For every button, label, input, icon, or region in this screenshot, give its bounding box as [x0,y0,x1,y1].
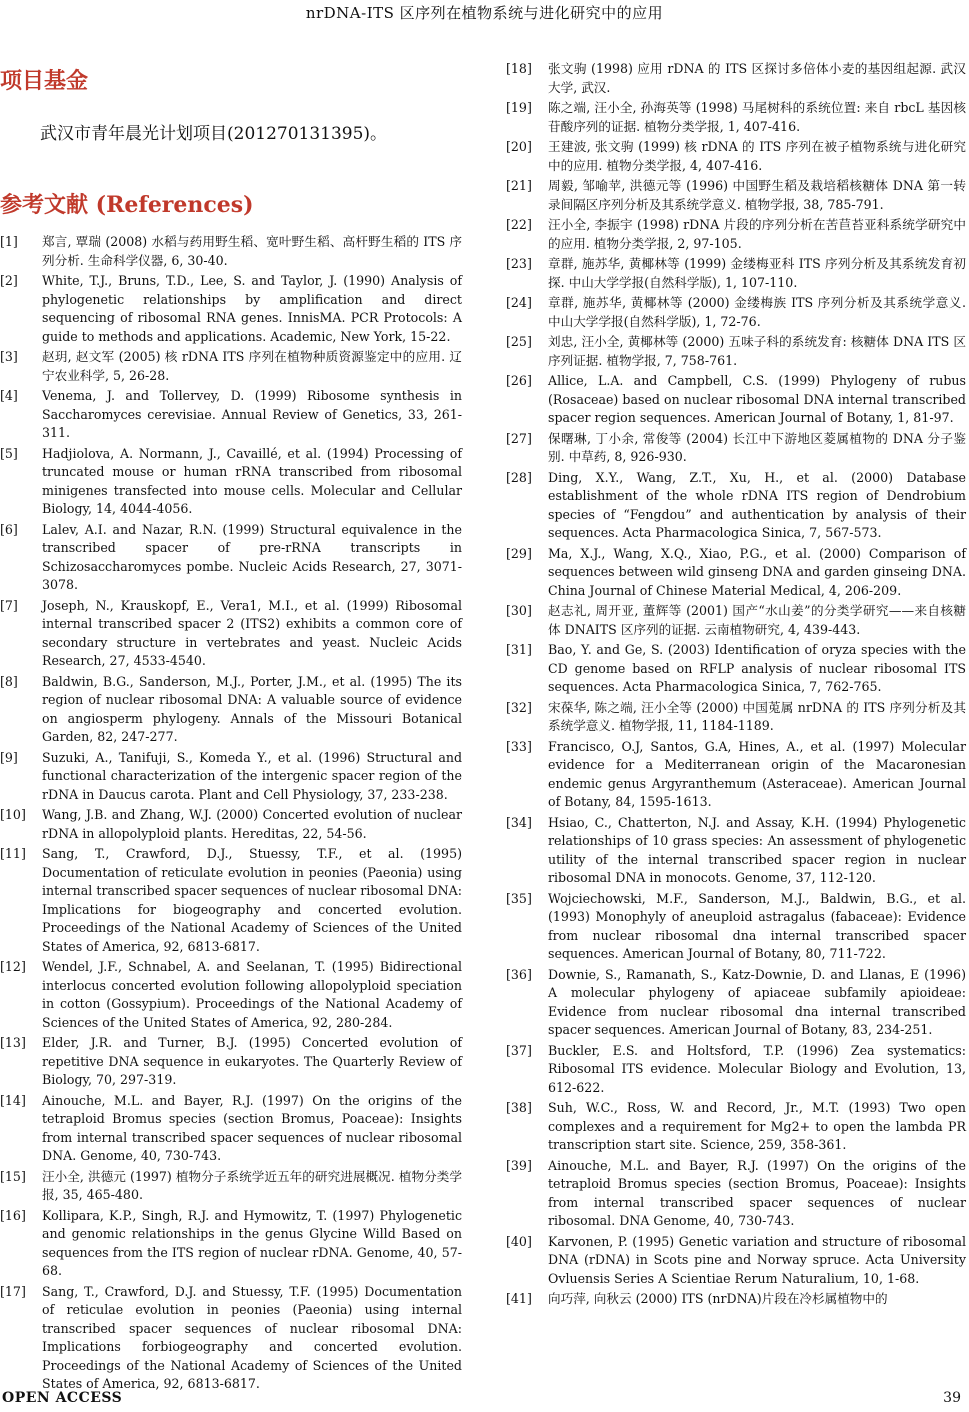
reference-text: 向巧萍, 向秋云 (2000) ITS (nrDNA)片段在冷杉属植物中的 [548,1291,888,1306]
reference-item [0,348,462,385]
reference-item [506,430,966,467]
open-access-label: OPEN ACCESS [2,1390,123,1406]
reference-item [0,1092,462,1166]
funding-text: 武汉市青年晨光计划项目(201270131395)。 [40,124,388,144]
reference-number: [41] [506,1291,532,1306]
reference-text: 郑言, 覃瑞 (2008) 水稻与药用野生稻、宽叶野生稻、高杆野生稻的 ITS 序列分析. 生命科学仪器, 6, 30-40. [42,234,462,268]
reference-item [0,1034,462,1090]
reference-item [506,177,966,214]
reference-number: [39] [506,1157,532,1173]
reference-number: [2] [0,273,18,288]
reference-item [0,806,462,843]
reference-text: Joseph, N., Krauskopf, E., Vera1, M.I., et al. (1999) Ribosomal internal transcribed spacer 2 (ITS2) exhibits a common core of secondary structure in vertebrates and yeast. Nucleic Acids Research, 27, 4533-4540. [42,597,462,668]
reference-item [0,387,462,443]
reference-text: Hsiao, C., Chatterton, N.J. and Assay, K.H. (1994) Phylogenetic relationships of 10 grass species: An assessment of phylogenetic utility of the internal transcribed spacer region in nuclear ribosomal DNA in monocots. Genome, 37, 112-120. [548,814,966,885]
page-number: 39 [943,1390,961,1406]
reference-number: [34] [506,814,532,830]
reference-number: [40] [506,1233,532,1249]
reference-text: Wang, J.B. and Zhang, W.J. (2000) Concerted evolution of nuclear rDNA in allopolyploid plants. Hereditas, 22, 54-56. [42,807,462,841]
reference-item [0,749,462,805]
reference-text: Downie, S., Ramanath, S., Katz-Downie, D. and Llanas, E (1996) A molecular phylogeny of apiaceae subfamily apioideae: Evidence from nuclear ribosomal dna internal transcribed spacer sequences. American Journal of Botany, 83, 234-251. [548,966,966,1037]
reference-item [506,1290,966,1309]
reference-text: Suzuki, A., Tanifuji, S., Komeda Y., et al. (1996) Structural and functional characterization of the intergenic spacer region of the rDNA in Daucus carota. Plant and Cell Physiology, 37, 233-238. [42,749,462,802]
reference-number: [12] [0,959,26,974]
reference-item [506,216,966,253]
reference-item [0,1207,462,1281]
reference-item [506,1157,966,1231]
reference-text: Ainouche, M.L. and Bayer, R.J. (1997) On the origins of the tetraploid Bromus species (section Bromus, Poaceae): Insights from internal transcribed spacer sequences of nuclear ribosomal. DNA Genome, 40, 730-743. [548,1157,966,1228]
reference-text: 赵玥, 赵文军 (2005) 核 rDNA ITS 序列在植物种质资源鉴定中的应用. 辽宁农业科学, 5, 26-28. [42,349,462,383]
reference-item [0,845,462,956]
reference-number: [28] [506,469,532,485]
reference-number: [14] [0,1092,26,1108]
reference-number: [18] [506,61,532,76]
reference-item [506,99,966,136]
reference-number: [16] [0,1207,26,1223]
reference-item [0,233,462,270]
reference-item [0,521,462,595]
reference-item [0,673,462,747]
reference-item [506,641,966,697]
reference-number: [37] [506,1042,532,1058]
reference-item [506,738,966,812]
reference-item [506,814,966,888]
reference-item [506,372,966,428]
reference-list-right [506,60,966,1309]
reference-text: 章群, 施苏华, 黄椰林等 (1999) 金缕梅亚科 ITS 序列分析及其系统发育初探. 中山大学学报(自然科学版), 1, 107-110. [548,256,966,290]
reference-list-left [0,233,462,1394]
funding-heading: 项目基金 [0,68,89,94]
reference-item [506,138,966,175]
reference-item [506,294,966,331]
reference-item [506,966,966,1040]
reference-number: [31] [506,642,532,657]
reference-item [506,255,966,292]
reference-text: Ainouche, M.L. and Bayer, R.J. (1997) On the origins of the tetraploid Bromus species (section Bromus, Poaceae): Insights from internal transcribed spacer sequences of nuclear ribosomal DNA. Genome, 40, 730-743. [42,1092,462,1163]
reference-text: Suh, W.C., Ross, W. and Record, Jr., M.T. (1993) Two open complexes and a requirement for Mg2+ to open the lambda PR transcription start site. Science, 259, 358-361. [548,1100,966,1152]
left-column [0,60,462,1396]
reference-text: 章群, 施苏华, 黄椰林等 (2000) 金缕梅族 ITS 序列分析及其系统学意义. 中山大学学报(自然科学版), 1, 72-76. [548,295,966,329]
reference-number: [6] [0,521,18,537]
reference-item [506,1099,966,1155]
reference-number: [38] [506,1100,532,1115]
reference-number: [19] [506,100,532,115]
reference-number: [7] [0,597,18,613]
reference-number: [35] [506,890,532,906]
reference-text: 刘忠, 汪小全, 黄椰林等 (2000) 五味子科的系统发育: 核糖体 DNA ITS 区序列证据. 植物学报, 7, 758-761. [548,334,966,368]
reference-number: [5] [0,445,18,461]
reference-number: [23] [506,256,532,271]
reference-text: Francisco, O.J, Santos, G.A, Hines, A., et al. (1997) Molecular evidence for a Mediterranean origin of the Macaronesian endemic genus Argyranthemum (Asteraceae). American Journal of Botany, 84, 1595-1613. [548,738,966,809]
reference-text: 赵志礼, 周开亚, 董辉等 (2001) 国产“水山姜”的分类学研究——来自核糖体 DNAITS 区序列的证据. 云南植物研究, 4, 439-443. [548,603,966,637]
reference-number: [33] [506,738,532,754]
reference-item [0,958,462,1032]
reference-number: [11] [0,846,26,861]
reference-number: [27] [506,430,532,446]
reference-item [506,1042,966,1098]
reference-item [0,1283,462,1394]
reference-text: Buckler, E.S. and Holtsford, T.P. (1996) Zea systematics: Ribosomal ITS evidence. Molecular Biology and Evolution, 13, 612-622. [548,1042,966,1095]
reference-item [506,1233,966,1289]
reference-number: [3] [0,349,18,364]
reference-item [506,469,966,543]
reference-number: [17] [0,1283,26,1299]
reference-item [0,445,462,519]
reference-number: [15] [0,1168,26,1184]
reference-text: Wojciechowski, M.F., Sanderson, M.J., Baldwin, B.G., et al. (1993) Monophyly of aneuploid astragalus (fabaceae): Evidence from nuclear ribosomal dna internal transcribed spacer sequences. American Journal of Botany, 80, 711-722. [548,890,966,961]
reference-item [506,333,966,370]
reference-text: Ma, X.J., Wang, X.Q., Xiao, P.G., et al. (2000) Comparison of sequences between wild ginseng DNA and garden ginseing DNA. China Journal of Chinese Material Medical, 4, 206-209. [548,545,966,598]
reference-text: Venema, J. and Tollervey, D. (1999) Ribosome synthesis in Saccharomyces cerevisiae. Annual Review of Genetics, 33, 261-311. [42,388,462,440]
reference-text: 宋葆华, 陈之端, 汪小全等 (2000) 中国莵属 nrDNA 的 ITS 序列分析及其系统学意义. 植物学报, 11, 1184-1189. [548,699,966,733]
reference-number: [1] [0,234,18,249]
reference-number: [32] [506,699,532,715]
reference-number: [9] [0,749,18,765]
reference-number: [25] [506,334,532,349]
reference-number: [20] [506,139,532,154]
reference-text: 汪小全, 洪德元 (1997) 植物分子系统学近五年的研究进展概况. 植物分类学报, 35, 465-480. [42,1168,462,1202]
reference-item [506,699,966,736]
reference-text: 周毅, 邹喻苹, 洪德元等 (1996) 中国野生稻及栽培稻核糖体 DNA 第一转录间隔区序列分析及其系统学意义. 植物学报, 38, 785-791. [548,178,966,212]
reference-item [506,545,966,601]
reference-text: Hadjiolova, A. Normann, J., Cavaillé, et al. (1994) Processing of truncated mouse or human rRNA transcribed from ribosomal minigenes transfected into mouse cells. Molecular and Cellular Biology, 14, 4044-4056. [42,445,462,516]
reference-number: [29] [506,545,532,561]
reference-item [0,272,462,346]
reference-text: Lalev, A.I. and Nazar, R.N. (1999) Structural equivalence in the transcribed spacer of pre-rRNA transcripts in Schizosaccharomyces pombe. Nucleic Acids Research, 27, 3071-3078. [42,521,462,592]
reference-number: [8] [0,673,18,689]
reference-text: 王建波, 张文驹 (1999) 核 rDNA 的 ITS 序列在被子植物系统与进化研究中的应用. 植物分类学报, 4, 407-416. [548,139,966,173]
reference-text: Karvonen, P. (1995) Genetic variation and structure of ribosomal DNA (rDNA) in Scots pine and Norway spruce. Acta University Ovluensis Series A Scientiae Rerum Naturalium, 10, 1-68. [548,1233,966,1286]
reference-text: Kollipara, K.P., Singh, R.J. and Hymowitz, T. (1997) Phylogenetic and genomic relationships in the genus Glycine Willd Based on sequences from the ITS region of nuclear rDNA. Genome, 40, 57-68. [42,1207,462,1278]
reference-text: 陈之端, 汪小全, 孙海英等 (1998) 马尾树科的系统位置: 来自 rbcL 基因核苷酸序列的证据. 植物分类学报, 1, 407-416. [548,100,966,134]
reference-item [0,597,462,671]
right-column [506,60,966,1311]
reference-item [506,60,966,97]
reference-number: [26] [506,373,532,388]
reference-number: [30] [506,603,532,618]
reference-text: Elder, J.R. and Turner, B.J. (1995) Concerted evolution of repetitive DNA sequence in eukaryotes. The Quarterly Review of Biology, 70, 297-319. [42,1035,462,1087]
reference-item [506,602,966,639]
reference-number: [24] [506,295,532,310]
reference-text: Sang, T., Crawford, D.J. and Stuessy, T.F. (1995) Documentation of reticulae evolution in peonies (Paeonia) using internal transcribed spacer sequences of nuclear ribosomal DNA: Implications forbiogeography and concerted evolution. Proceedings of the National Academy of Sciences of the United States of America, 92, 6813-6817. [42,1283,462,1391]
running-header: nrDNA-ITS 区序列在植物系统与进化研究中的应用 [305,4,664,22]
reference-item [506,890,966,964]
reference-text: Allice, L.A. and Campbell, C.S. (1999) Phylogeny of rubus (Rosaceae) based on nuclear ribosomal DNA internal transcribed spacer region sequences. American Journal of Botany, 1, 81-97. [548,373,966,425]
reference-item [0,1168,462,1205]
reference-text: Bao, Y. and Ge, S. (2003) Identification of oryza species with the CD genome based on RFLP analysis of nuclear ribosomal ITS sequences. Acta Pharmacologica Sinica, 7, 762-765. [548,642,966,694]
reference-number: [4] [0,388,18,403]
references-heading: 参考文献 (References) [0,192,254,218]
reference-text: Ding, X.Y., Wang, Z.T., Xu, H., et al. (2000) Database establishment of the whole rDNA ITS region of Dendrobium species of “Fengdou” and authentication by analysis of their sequences. Acta Pharmacologica Sinica, 7, 567-573. [548,469,966,540]
reference-number: [36] [506,966,532,982]
reference-number: [10] [0,807,26,822]
reference-text: 张文驹 (1998) 应用 rDNA 的 ITS 区探讨多倍体小麦的基因组起源. 武汉大学, 武汉. [548,61,966,95]
reference-number: [21] [506,178,532,193]
reference-number: [13] [0,1035,26,1050]
reference-text: Wendel, J.F., Schnabel, A. and Seelanan, T. (1995) Bidirectional interlocus concerted evolution following allopolyploid speciation in cotton (Gossypium). Proceedings of the National Academy of Sciences of the United States of America, 92, 280-284. [42,959,462,1030]
reference-text: Baldwin, B.G., Sanderson, M.J., Porter, J.M., et al. (1995) The its region of nuclear ribosomal DNA: A valuable source of evidence on angiosperm phylogeny. Annals of the Missouri Botanical Garden, 82, 247-277. [42,673,462,744]
reference-text: Sang, T., Crawford, D.J., Stuessy, T.F., et al. (1995) Documentation of reticulate evolution in peonies (Paeonia) using internal transcribed spacer sequences of nuclear ribosomal DNA: Implications for biogeography and concerted evolution. Proceedings of the National Academy of Sciences of the United States of America, 92, 6813-6817. [42,846,462,954]
reference-number: [22] [506,217,532,232]
reference-text: 保曙琳, 丁小余, 常俊等 (2004) 长江中下游地区菱属植物的 DNA 分子鉴别. 中草药, 8, 926-930. [548,430,966,464]
reference-text: White, T.J., Bruns, T.D., Lee, S. and Taylor, J. (1990) Analysis of phylogenetic relationships by amplification and direct sequencing of ribosomal RNA genes. InnisMA. PCR Protocols: A guide to methods and applications. Academic, New York, 15-22. [42,273,462,344]
reference-text: 汪小全, 李振宇 (1998) rDNA 片段的序列分析在苦苣苔亚科系统学研究中的应用. 植物分类学报, 2, 97-105. [548,217,966,251]
